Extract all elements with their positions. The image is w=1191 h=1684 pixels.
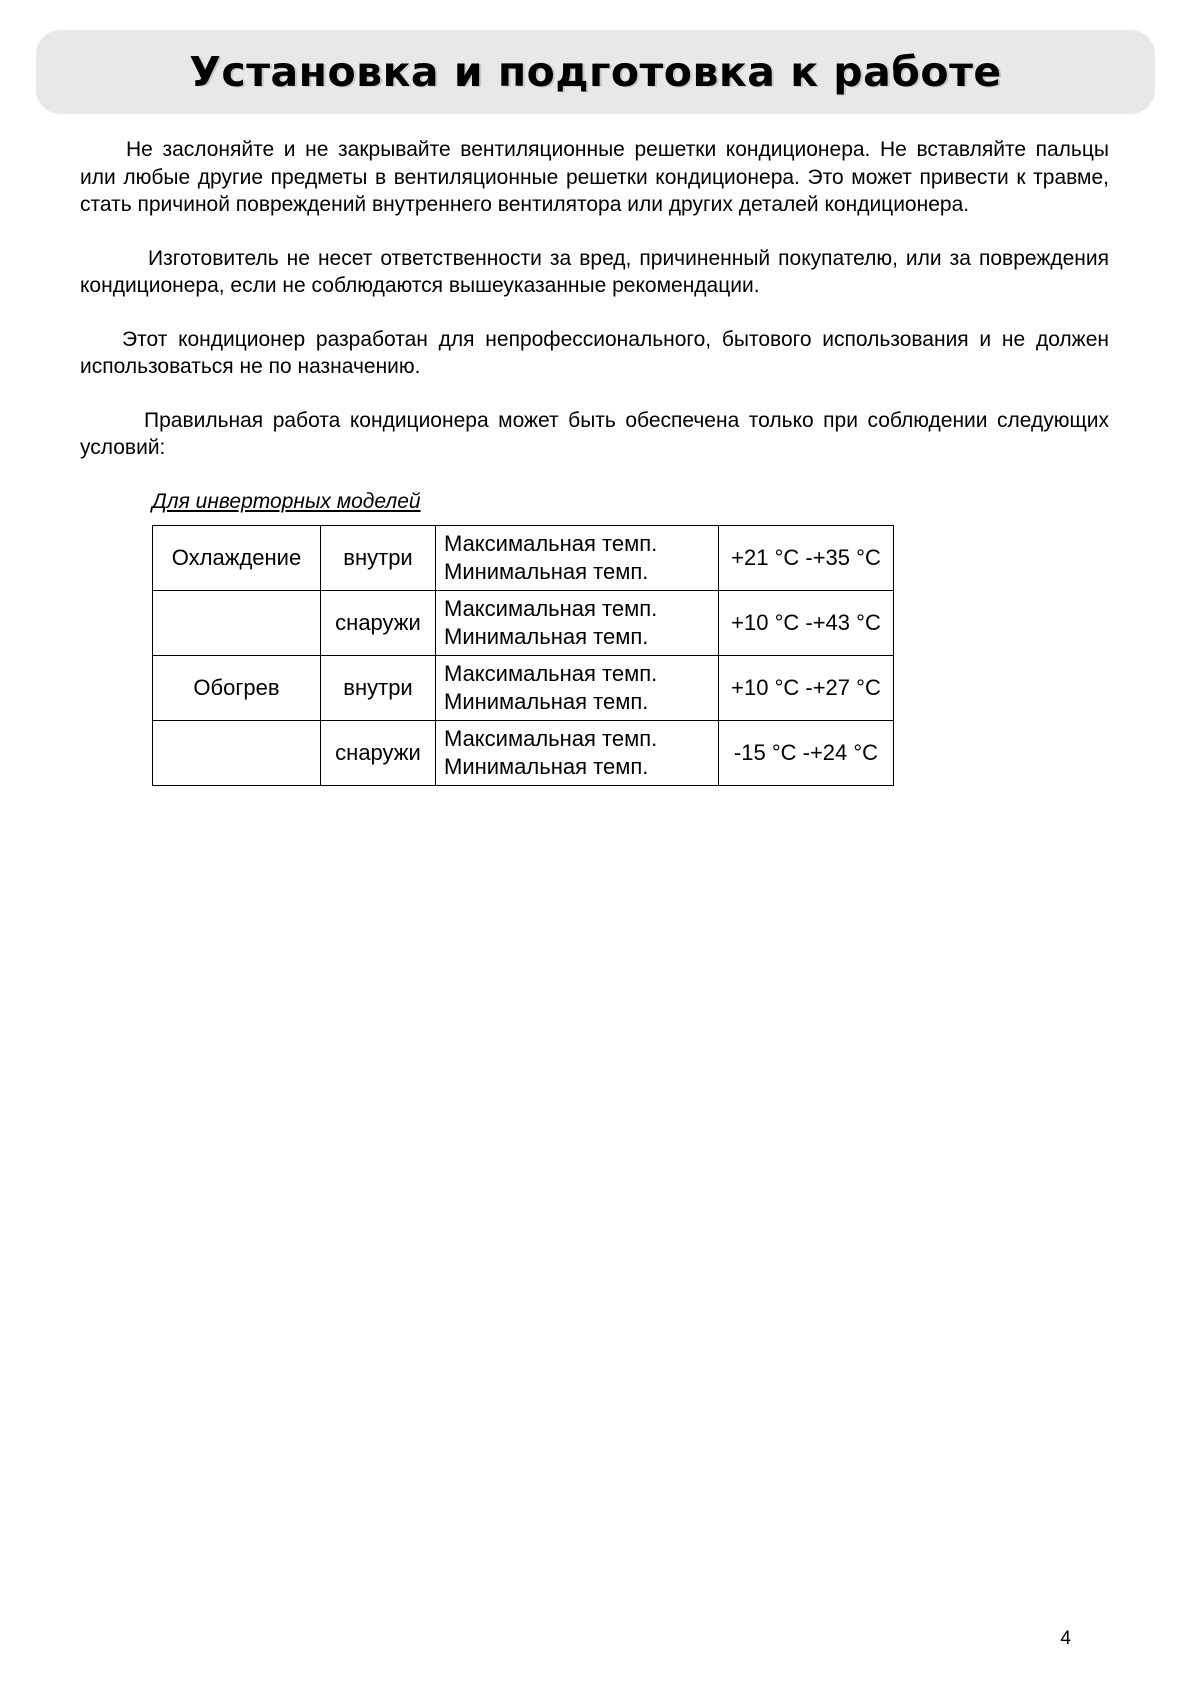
temp-label-cell <box>436 656 719 721</box>
paragraph-correct-operation: Правильная работа кондиционера может быть обеспечена только при соблюдении следующих условий: <box>80 408 1109 459</box>
temp-max-label: Максимальная темп. <box>444 661 658 686</box>
title-banner <box>36 30 1155 114</box>
section-heading-inverter-models: Для инверторных моделей <box>152 489 421 513</box>
temp-range-cell: +21 °C -+35 °C <box>719 526 894 591</box>
mode-cell <box>153 721 321 786</box>
temperature-table <box>152 525 894 786</box>
location-cell: снаружи <box>321 721 436 786</box>
location-cell: внутри <box>321 526 436 591</box>
table-row <box>153 591 894 656</box>
temp-label-cell <box>436 526 719 591</box>
temp-max-label: Максимальная темп. <box>444 726 658 751</box>
temp-range-cell: -15 °C -+24 °C <box>719 721 894 786</box>
temp-range-cell: +10 °C -+43 °C <box>719 591 894 656</box>
mode-cell <box>153 591 321 656</box>
location-cell: внутри <box>321 656 436 721</box>
temp-label-cell <box>436 721 719 786</box>
temp-label-cell <box>436 591 719 656</box>
temp-min-label: Минимальная темп. <box>444 689 649 714</box>
page-content <box>0 114 1191 786</box>
page-number: 4 <box>1060 1628 1071 1649</box>
temp-range-cell: +10 °C -+27 °C <box>719 656 894 721</box>
page-title: Установка и подготовка к работе <box>189 48 1002 96</box>
table-row <box>153 721 894 786</box>
temp-min-label: Минимальная темп. <box>444 624 649 649</box>
location-cell: снаружи <box>321 591 436 656</box>
temp-max-label: Максимальная темп. <box>444 531 658 556</box>
temp-max-label: Максимальная темп. <box>444 596 658 621</box>
temp-min-label: Минимальная темп. <box>444 559 649 584</box>
paragraph-warning-grilles: Не заслоняйте и не закрывайте вентиляционные решетки кондиционера. Не вставляйте пальцы или любые другие предметы в вентиляционные решетки кондиционера. Это может привести к травме, стать причиной повреждений внутреннего вентилятора или других деталей кондиционера. <box>80 138 1109 216</box>
paragraph-household-use: Этот кондиционер разработан для непрофессионального, бытового использования и не должен использоваться не по назначению. <box>80 327 1109 378</box>
table-row <box>153 656 894 721</box>
table-row <box>153 526 894 591</box>
temp-min-label: Минимальная темп. <box>444 754 649 779</box>
mode-cell: Охлаждение <box>153 526 321 591</box>
mode-cell: Обогрев <box>153 656 321 721</box>
paragraph-manufacturer-liability: Изготовитель не несет ответственности за вред, причиненный покупателю, или за повреждения кондиционера, если не соблюдаются вышеуказанные рекомендации. <box>80 246 1109 297</box>
